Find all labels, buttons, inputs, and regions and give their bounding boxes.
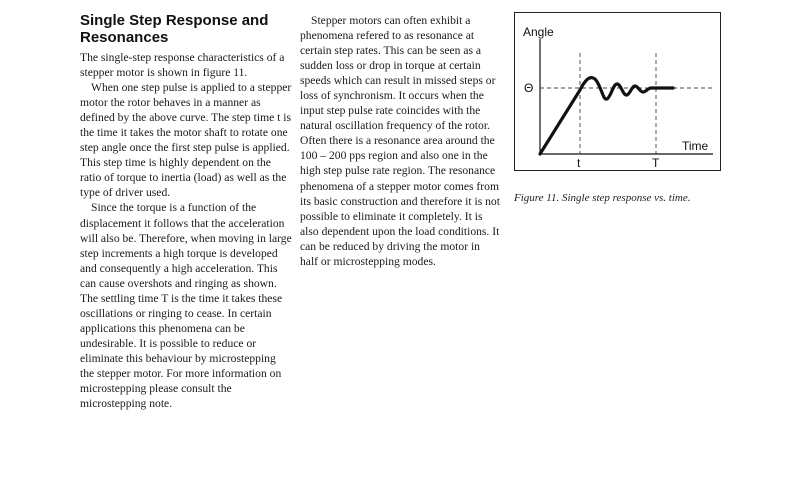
text-column-left — [80, 50, 292, 411]
text-column-middle — [300, 13, 500, 269]
figure-column — [514, 12, 734, 205]
paragraph-resonance: Stepper motors can often exhibit a phenomena refered to as resonance at certain step rates. This can be seen as a sudden loss or drop in torque at certain speeds which can result in missed steps or loss of synchronism. It occurs when the input step pulse rate coincides with the natural oscillation frequency of the rotor. Often there is a resonance area around the 100 – 200 pps region and also one in the high step pulse rate region. The resonance phenomena of a stepper motor comes from its basic construction and therefore it is not possible to eliminate it completely. It is also dependent upon the load conditions. It can be reduced by driving the motor in half or microstepping modes. — [300, 14, 500, 268]
theta-label: Θ — [524, 81, 534, 95]
paragraph-torque: Since the torque is a function of the displacement it follows that the acceleration will also be. Therefore, when moving in large step increments a high torque is developed and consequently a high acceleration. This can cause overshots and ringing as shown. The settling time T is the time it takes these oscillations or ringing to cease. In certain applications this phenomena can be undesirable. It is possible to reduce or eliminate this behaviour by microstepping the stepper motor. For more information on microstepping please consult the microstepping note. — [80, 201, 292, 411]
settling-time-label: T — [652, 156, 660, 170]
section-heading: Single Step Response and Resonances — [80, 12, 269, 46]
x-axis-label: Time — [682, 139, 709, 153]
paragraph-step-time: When one step pulse is applied to a stepper motor the rotor behaves in a manner as defined by the above curve. The step time t is the time it takes the motor shaft to rotate one step angle once the first step pulse is applied. This step time is highly dependent on the ratio of torque to inertia (load) as well as the type of driver used. — [80, 81, 292, 200]
response-curve — [540, 78, 673, 154]
step-response-figure — [514, 12, 721, 171]
y-axis-label: Angle — [523, 25, 554, 39]
step-time-label: t — [577, 156, 581, 170]
figure-caption: Figure 11. Single step response vs. time. — [514, 192, 691, 204]
paragraph-intro: The single-step response characteristics of a stepper motor is shown in figure 11. — [80, 51, 285, 80]
